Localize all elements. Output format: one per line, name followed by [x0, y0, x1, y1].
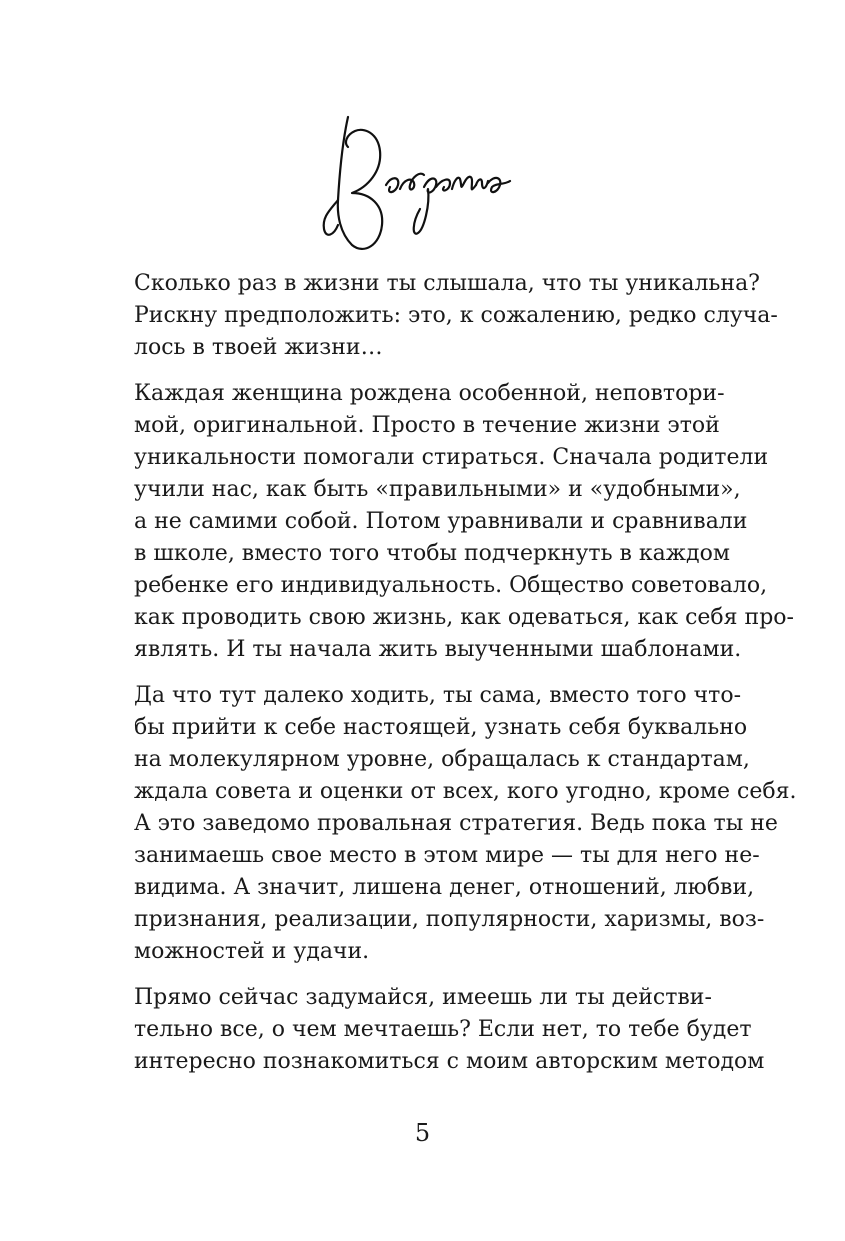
text-line: мой, оригинальной. Просто в течение жизни этой	[134, 413, 720, 438]
paragraph	[108, 982, 765, 1078]
text-line: Сколько раз в жизни ты слышала, что ты уникальна?	[134, 271, 760, 296]
text-line: признания, реализации, популярности, харизмы, воз-	[134, 907, 765, 932]
text-line: на молекулярном уровне, обращалась к стандартам,	[134, 747, 750, 772]
text-line: Рискну предположить: это, к сожалению, редко случа-	[134, 303, 778, 328]
text-line: а не самими собой. Потом уравнивали и сравнивали	[134, 509, 748, 534]
text-line: Прямо сейчас задумайся, имеешь ли ты действи-	[134, 985, 712, 1010]
text-line: интересно познакомиться с моим авторским методом	[134, 1049, 765, 1074]
text-line: ждала совета и оценки от всех, кого угодно, кроме себя.	[134, 779, 797, 804]
text-line: можностей и удачи.	[134, 939, 370, 964]
text-line: лось в твоей жизни…	[134, 335, 383, 360]
text-line: Каждая женщина рождена особенной, неповтори-	[134, 381, 725, 406]
page-number: 5	[414, 1119, 431, 1147]
heading-script-lettering	[300, 105, 520, 265]
paragraph	[108, 378, 794, 666]
paragraph	[108, 680, 797, 968]
text-line: бы прийти к себе настоящей, узнать себя буквально	[134, 715, 748, 740]
text-line: ребенке его индивидуальность. Общество советовало,	[134, 573, 768, 598]
text-line: как проводить свою жизнь, как одеваться, как себя про-	[134, 605, 794, 630]
text-line: видима. А значит, лишена денег, отношений, любви,	[134, 875, 755, 900]
body-text	[108, 268, 797, 1092]
text-line: являть. И ты начала жить выученными шаблонами.	[134, 637, 742, 662]
text-line: занимаешь свое место в этом мире — ты для него не-	[134, 843, 760, 868]
text-line: А это заведомо провальная стратегия. Ведь пока ты не	[134, 811, 778, 836]
paragraph	[108, 268, 778, 364]
chapter-heading	[0, 105, 845, 265]
text-line: в школе, вместо того чтобы подчеркнуть в каждом	[134, 541, 730, 566]
text-line: Да что тут далеко ходить, ты сама, вместо того что-	[134, 683, 742, 708]
text-line: уникальности помогали стираться. Сначала родители	[134, 445, 769, 470]
text-line: тельно все, о чем мечтаешь? Если нет, то тебе будет	[134, 1017, 752, 1042]
text-line: учили нас, как быть «правильными» и «удобными»,	[134, 477, 741, 502]
